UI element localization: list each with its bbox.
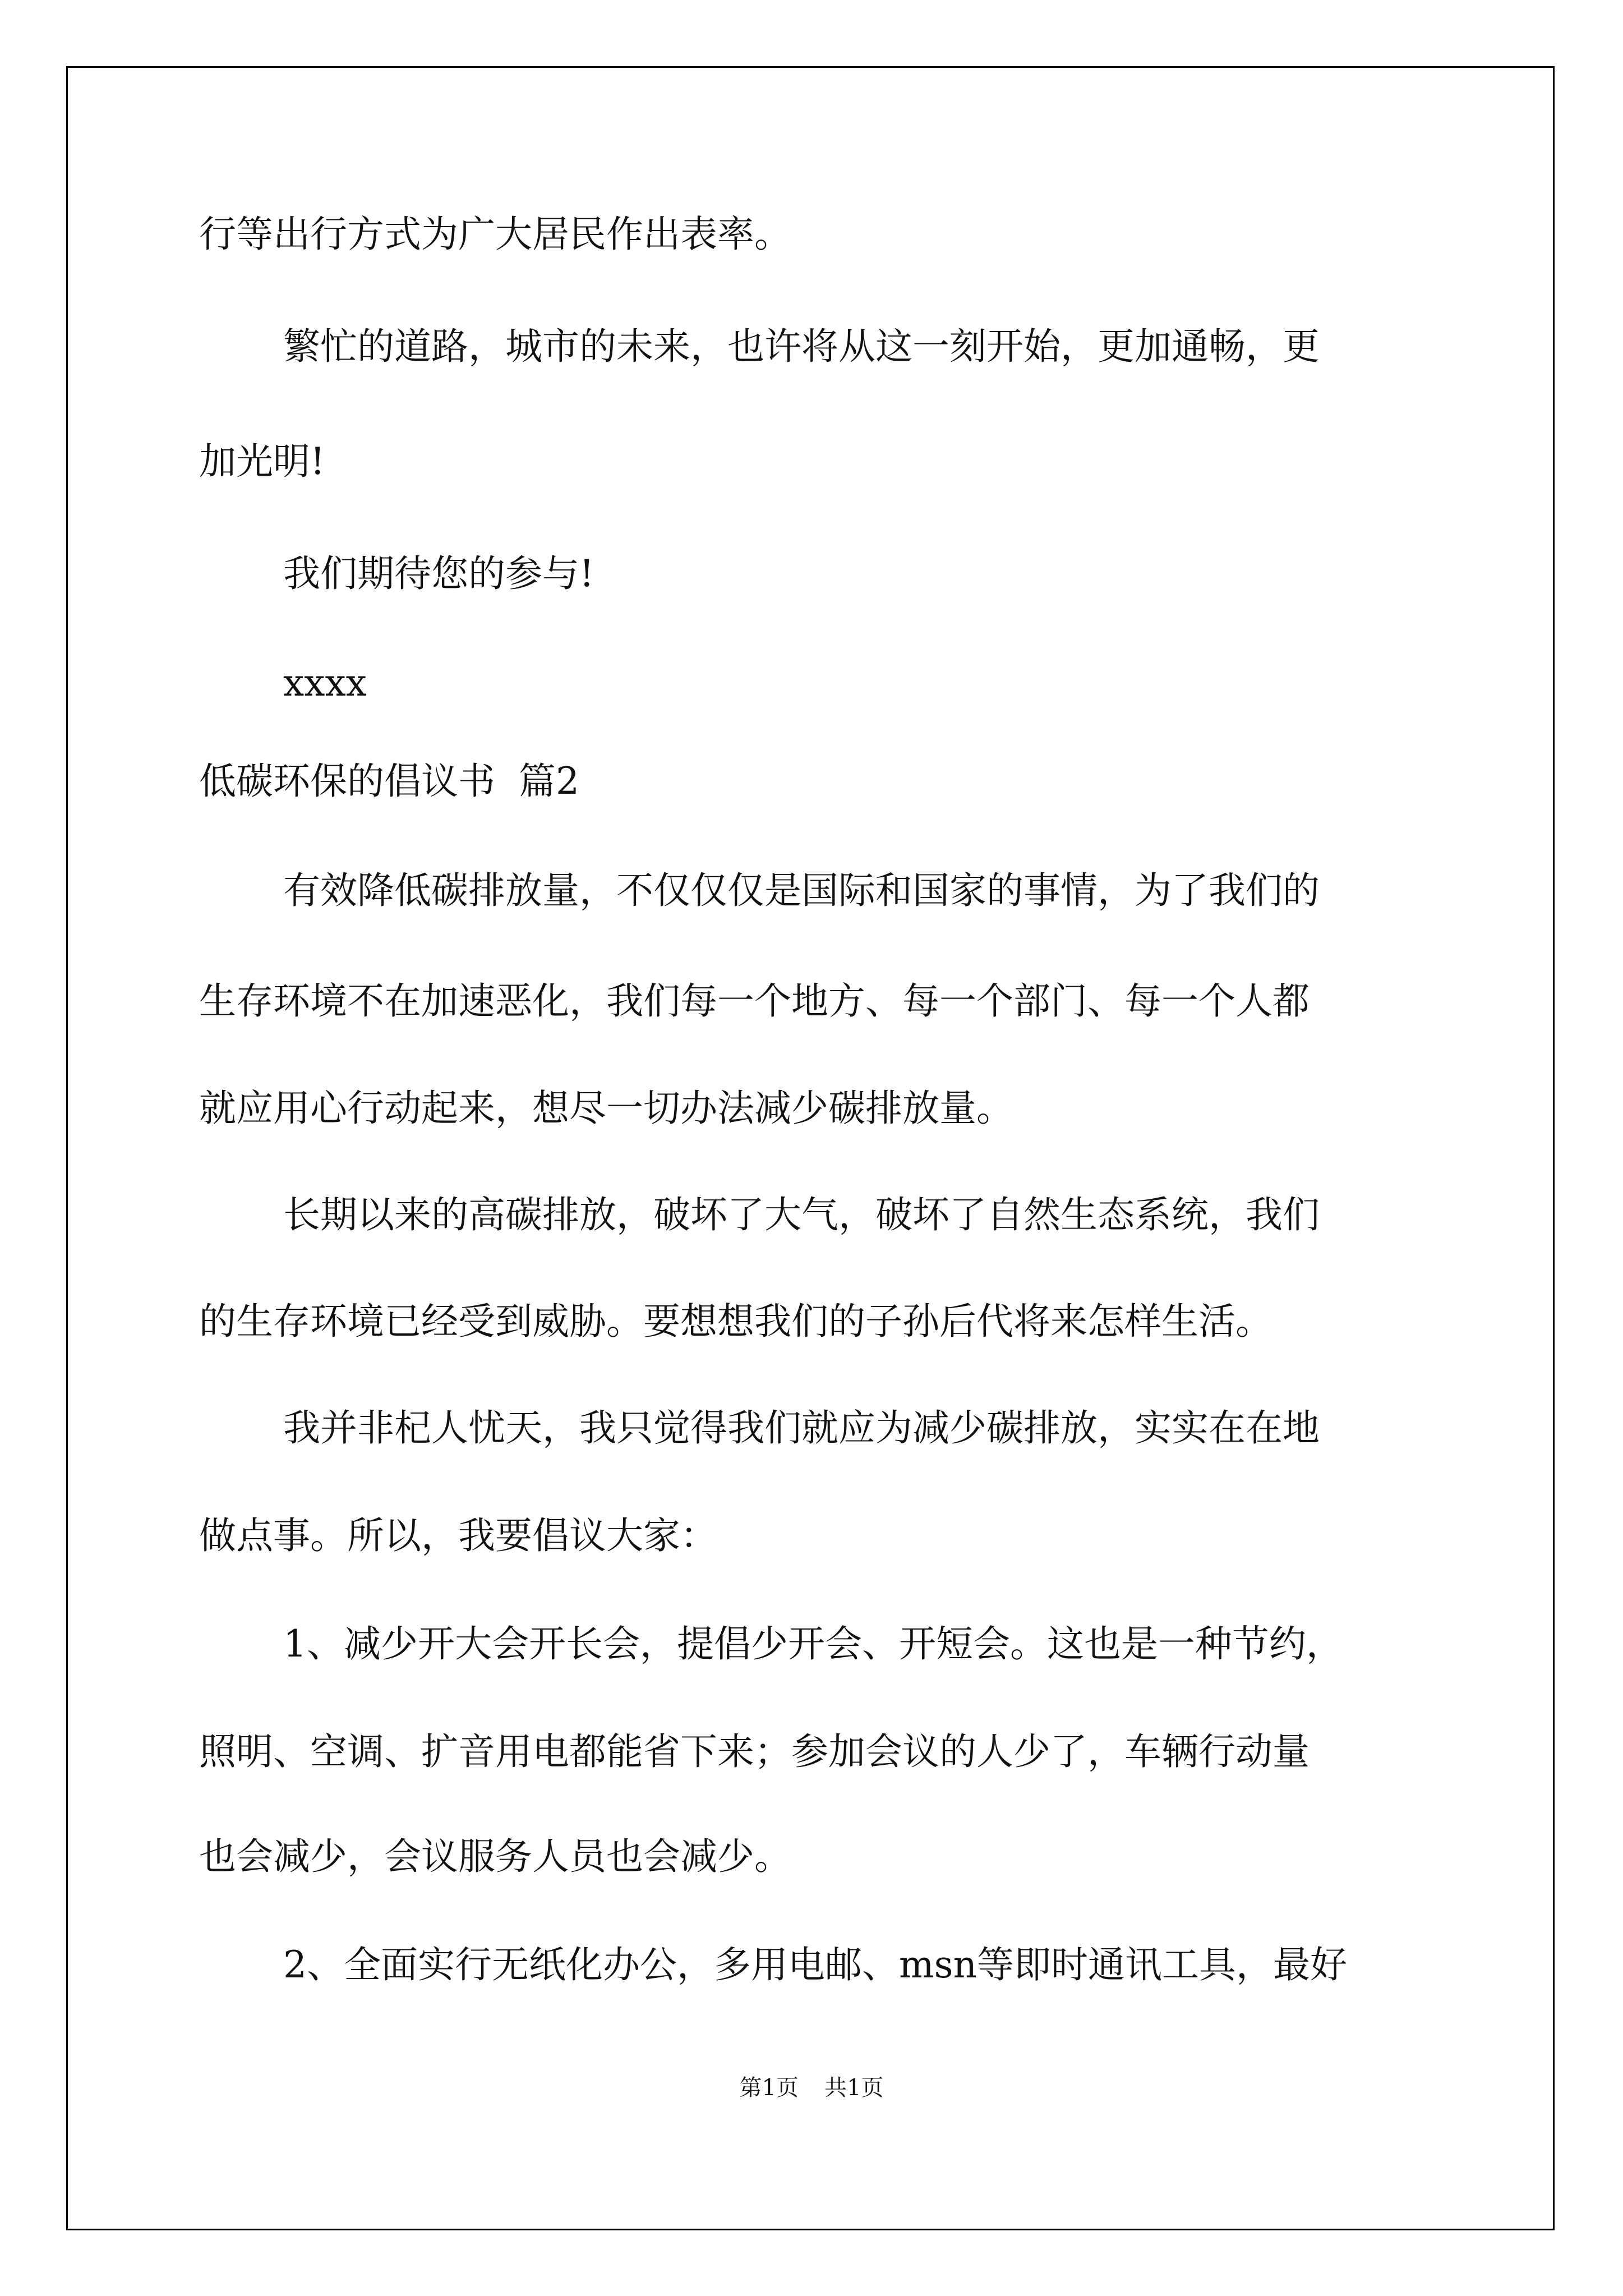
page-border xyxy=(66,66,1555,2230)
text-line: 有效降低碳排放量，不仅仅仅是国际和国家的事情，为了我们的 xyxy=(283,869,1320,912)
text-line: 长期以来的高碳排放，破坏了大气，破坏了自然生态系统，我们 xyxy=(283,1193,1320,1236)
text-line: 行等出行方式为广大居民作出表率。 xyxy=(199,213,791,256)
page-number: 第1页 xyxy=(739,2075,799,2101)
text-line: 我们期待您的参与! xyxy=(283,552,594,595)
text-line: 2、全面实行无纸化办公，多用电邮、msn等即时通讯工具，最好 xyxy=(283,1943,1347,1986)
text-line: 做点事。所以，我要倡议大家： xyxy=(199,1514,717,1557)
text-line: 我并非杞人忧天，我只觉得我们就应为减少碳排放，实实在在地 xyxy=(283,1406,1320,1450)
page-footer xyxy=(0,2074,1623,2101)
text-line: 照明、空调、扩音用电都能省下来；参加会议的人少了，车辆行动量 xyxy=(199,1730,1310,1773)
text-line: xxxx xyxy=(283,661,367,705)
section-heading: 低碳环保的倡议书 篇2 xyxy=(199,760,579,803)
text-line: 的生存环境已经受到威胁。要想想我们的子孙后代将来怎样生活。 xyxy=(199,1300,1272,1343)
page-total: 共1页 xyxy=(824,2075,884,2101)
text-line: 加光明! xyxy=(199,440,325,483)
text-line: 繁忙的道路，城市的未来，也许将从这一刻开始，更加通畅，更 xyxy=(283,325,1320,368)
text-line: 就应用心行动起来，想尽一切办法减少碳排放量。 xyxy=(199,1087,1013,1130)
text-line: 生存环境不在加速恶化，我们每一个地方、每一个部门、每一个人都 xyxy=(199,979,1310,1023)
text-line: 也会减少，会议服务人员也会减少。 xyxy=(199,1835,791,1878)
text-line: 1、减少开大会开长会，提倡少开会、开短会。这也是一种节约， xyxy=(283,1622,1343,1665)
